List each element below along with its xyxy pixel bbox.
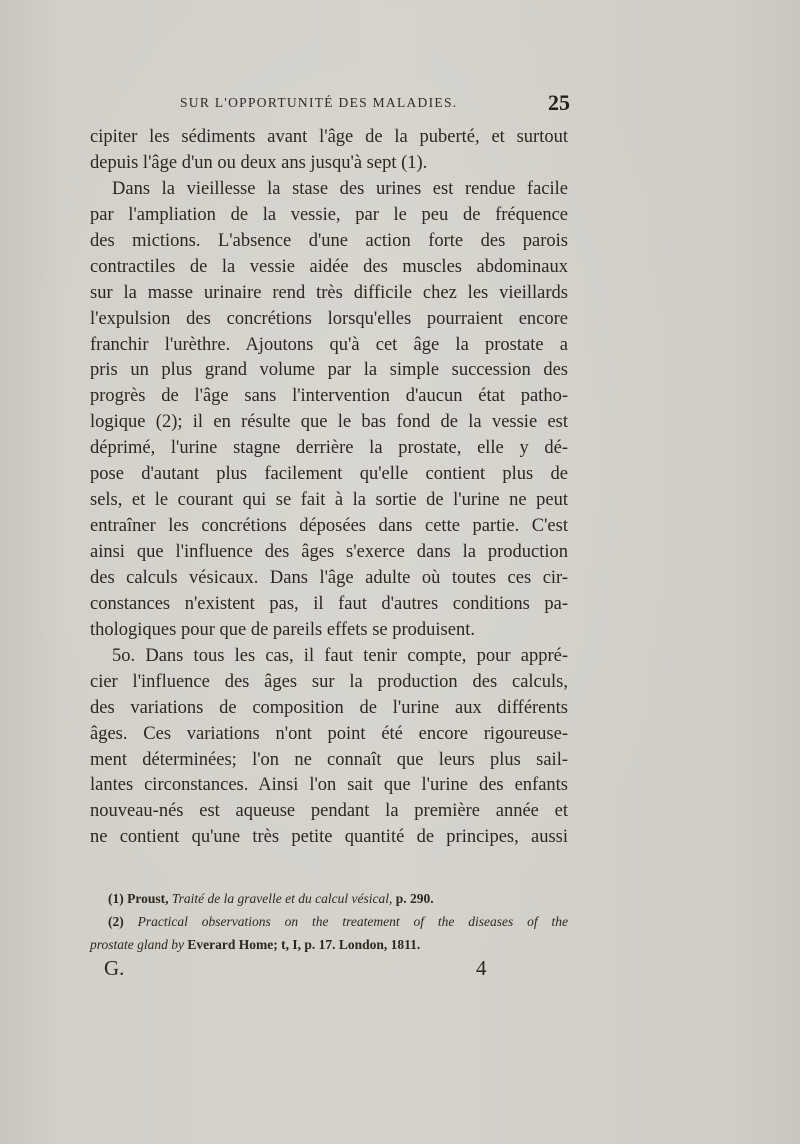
text-line: ainsi que l'influence des âges s'exerce dans la production (90, 542, 568, 562)
footnote-marker: (1) (108, 891, 124, 906)
text-line: progrès de l'âge sans l'intervention d'aucun état patho- (90, 386, 568, 407)
footnote-title: Practical observations on the treatement of the diseases of the (137, 914, 569, 929)
text-line: ment déterminées; l'on ne connaît que leurs plus sail- (90, 749, 568, 770)
signature-number: 4 (476, 956, 487, 980)
page-header (180, 90, 570, 117)
text-line: sur la masse urinaire rend très difficile chez les vieillards (90, 282, 568, 303)
footnote-2-continuation (90, 933, 568, 956)
text-line: nouveau-nés est aqueuse pendant la première année et (90, 801, 568, 822)
text-line: cier l'influence des âges sur la production des calculs, (90, 671, 568, 692)
text-line: des mictions. L'absence d'une action forte des parois (90, 230, 568, 251)
signature-mark: G. (104, 956, 125, 980)
text-line: des variations de composition de l'urine aux différents (90, 697, 568, 718)
footnote-2 (90, 910, 568, 933)
footnote-ref: p. 290. (395, 891, 434, 906)
text-line: 5o. Dans tous les cas, il faut tenir compte, pour appré- (112, 645, 568, 666)
footnote-marker: (2) (108, 914, 124, 929)
text-line: l'expulsion des concrétions lorsqu'elles pourraient encore (90, 308, 568, 329)
footnotes (90, 887, 568, 956)
page-number: 25 (548, 90, 570, 115)
text-line: depuis l'âge d'un ou deux ans jusqu'à sept (1). (90, 152, 428, 173)
text-line: des calculs vésicaux. Dans l'âge adulte où toutes ces cir- (90, 567, 568, 588)
text-line: sels, et le courant qui se fait à la sortie de l'urine ne peut (90, 490, 568, 511)
footnote-title: Traité de la gravelle et du calcul vésical, (171, 891, 393, 906)
text-line: âges. Ces variations n'ont point été encore rigoureuse- (90, 723, 568, 744)
text-line: constances n'existent pas, il faut d'autres conditions pa- (90, 593, 568, 614)
text-line: contractiles de la vessie aidée des muscles abdominaux (90, 256, 568, 277)
text-line: lantes circonstances. Ainsi l'on sait que l'urine des enfants (90, 775, 568, 796)
text-line: franchir l'urèthre. Ajoutons qu'à cet âge la prostate a (90, 334, 568, 355)
running-title: SUR L'OPPORTUNITÉ DES MALADIES. (180, 95, 458, 110)
text-line: logique (2); il en résulte que le bas fond de la vessie est (90, 412, 568, 433)
text-line: Dans la vieillesse la stase des urines est rendue facile (112, 178, 568, 199)
footnote-author: Proust, (127, 891, 169, 906)
text-line: pose d'autant plus facilement qu'elle contient plus de (90, 464, 568, 485)
text-line: thologiques pour que de pareils effets se produisent. (90, 619, 475, 640)
signature-row (90, 956, 568, 986)
text-line: ne contient qu'une très petite quantité de principes, aussi (90, 827, 568, 848)
text-line: entraîner les concrétions déposées dans cette partie. C'est (90, 516, 568, 537)
text-line: cipiter les sédiments avant l'âge de la puberté, et surtout (90, 127, 568, 147)
text-line: déprimé, l'urine stagne derrière la prostate, elle y dé- (90, 438, 568, 459)
footnote-1 (90, 887, 568, 910)
text-line: par l'ampliation de la vessie, par le peu de fréquence (90, 204, 568, 225)
footnote-title-cont: prostate gland by (90, 937, 184, 952)
body-text (90, 125, 568, 851)
footnote-ref: Everard Home; t, I, p. 17. London, 1811. (187, 937, 421, 952)
text-line: pris un plus grand volume par la simple succession des (90, 360, 568, 381)
